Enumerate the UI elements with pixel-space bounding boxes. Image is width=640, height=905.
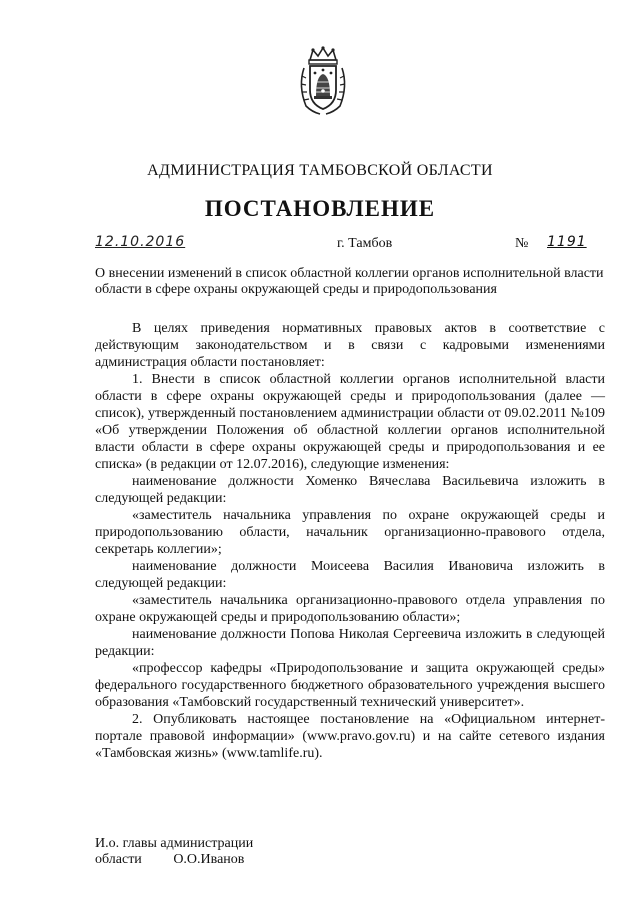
document-meta	[95, 236, 605, 258]
organization-title: АДМИНИСТРАЦИЯ ТАМБОВСКОЙ ОБЛАСТИ	[147, 162, 493, 179]
signature-position: И.о. главы администрации	[95, 836, 254, 851]
document-type-heading: ПОСТАНОВЛЕНИЕ	[204, 196, 436, 221]
signature-block	[95, 836, 355, 868]
paragraph: наименование должности Хоменко Вячеслава Васильевича изложить в следующей редакции:	[95, 474, 605, 506]
signature-line	[95, 852, 355, 868]
signature-name: О.О.Иванов	[173, 852, 245, 867]
signature-region: области	[95, 852, 142, 867]
document-number-label: №	[515, 236, 529, 251]
coat-of-arms-icon	[296, 46, 350, 118]
document-subject: О внесении изменений в список областной коллегии органов исполнительной власти области в сфере охраны окружающей среды и природопользования	[95, 266, 604, 297]
document-city: г. Тамбов	[337, 236, 393, 251]
paragraph: наименование должности Моисеева Василия Ивановича изложить в следующей редакции:	[95, 559, 605, 591]
paragraph: наименование должности Попова Николая Сергеевича изложить в следующей редакции:	[95, 627, 605, 659]
document-body	[95, 320, 605, 762]
document-number: 1191	[547, 234, 587, 250]
paragraph: 2. Опубликовать настоящее постановление на «Официальном интернет-портале правовой информации» (www.pravo.gov.ru) и на сайте сетевого издания «Тамбовская жизнь» (www.tamlife.ru).	[95, 712, 605, 761]
document-date: 12.10.2016	[95, 234, 186, 250]
paragraph: 1. Внести в список областной коллегии органов исполнительной власти области в сфере охраны окружающей среды и природопользования (далее — список), утвержденный постановлением администрации области от 09.02.2011 №109 «Об утверждении Положения об областной коллегии органов исполнительной власти области в сфере охраны окружающей среды и природопользования и ее списка» (в редакции от 12.07.2016), следующие изменения:	[95, 372, 605, 472]
paragraph: «заместитель начальника управления по охране окружающей среды и природопользованию области, начальник организационно-правового отдела, секретарь коллегии»;	[95, 508, 605, 557]
paragraph: «заместитель начальника организационно-правового отдела управления по охране окружающей среды и природопользованию области»;	[95, 593, 605, 625]
paragraph: В целях приведения нормативных правовых актов в соответствие с действующим законодательством и в связи с кадровыми изменениями администрация области постановляет:	[95, 321, 605, 370]
paragraph: «профессор кафедры «Природопользование и защита окружающей среды» федерального государственного бюджетного образовательного учреждения высшего образования «Тамбовский государственный технический университет».	[95, 661, 605, 710]
